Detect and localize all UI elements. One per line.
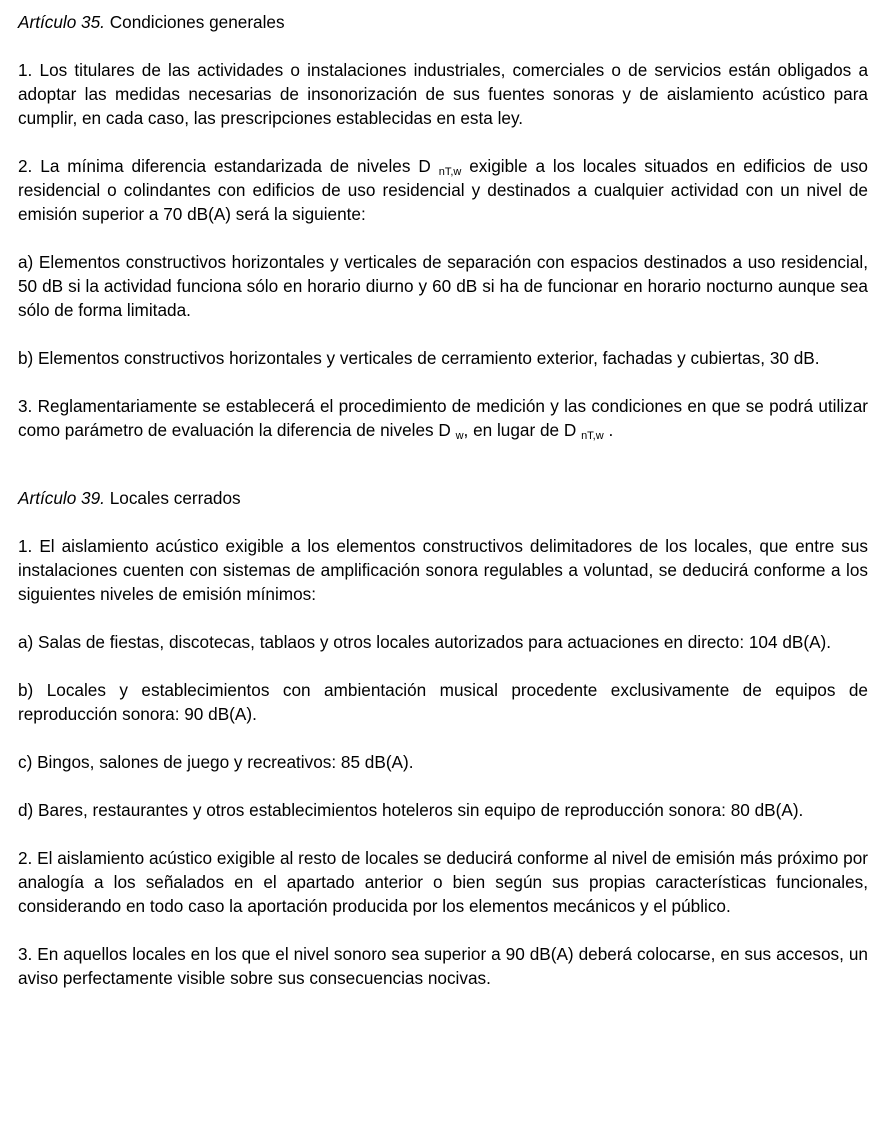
article-39-item-d: d) Bares, restaurantes y otros establecimientos hoteleros sin equipo de reproducción sonora: 80 dB(A). bbox=[18, 800, 804, 820]
article-35-item-b: b) Elementos constructivos horizontales y verticales de cerramiento exterior, fachadas y cubiertas, 30 dB. bbox=[18, 348, 820, 368]
subscript-ntw: nT,w bbox=[438, 166, 462, 178]
article-35-paragraph-3-text: 3. Reglamentariamente se establecerá el procedimiento de medición y las condiciones en que se podrá utilizar como parámetro de evaluación la diferencia de niveles D bbox=[18, 396, 868, 440]
subscript-ntw-2: nT,w bbox=[581, 430, 604, 442]
article-35-paragraph-2 bbox=[18, 154, 868, 226]
article-35-label: Artículo 35. bbox=[18, 12, 105, 32]
article-35-paragraph-1: 1. Los titulares de las actividades o instalaciones industriales, comerciales o de servicios están obligados a adoptar las medidas necesarias de insonorización de sus fuentes sonoras y de aislamiento acústico para cumplir, en cada caso, las prescripciones establecidas en esta ley. bbox=[18, 60, 868, 128]
article-39-title: Locales cerrados bbox=[109, 488, 241, 508]
article-35-title: Condiciones generales bbox=[109, 12, 285, 32]
article-39-paragraph-1: 1. El aislamiento acústico exigible a los elementos constructivos delimitadores de los locales, que entre sus instalaciones cuenten con sistemas de amplificación sonora regulables a voluntad, se deducirá conforme a los siguientes niveles de emisión mínimos: bbox=[18, 536, 868, 604]
article-39-item-b: b) Locales y establecimientos con ambientación musical procedente exclusivamente de equipos de reproducción sonora: 90 dB(A). bbox=[18, 680, 868, 724]
article-35-paragraph-3 bbox=[18, 394, 868, 442]
article-35-item-a: a) Elementos constructivos horizontales y verticales de separación con espacios destinados a uso residencial, 50 dB si la actividad funciona sólo en horario diurno y 60 dB si ha de funcionar en horario nocturno aunque sea sólo de forma limitada. bbox=[18, 252, 868, 320]
article-39-paragraph-3: 3. En aquellos locales en los que el nivel sonoro sea superior a 90 dB(A) deberá colocarse, en sus accesos, un aviso perfectamente visible sobre sus consecuencias nocivas. bbox=[18, 944, 868, 988]
article-39-item-c: c) Bingos, salones de juego y recreativos: 85 dB(A). bbox=[18, 752, 414, 772]
article-39-heading bbox=[18, 486, 868, 510]
article-35-paragraph-2-text-end: exigible a los locales situados en edificios de uso residencial o colindantes con edificios de uso residencial y destinados a cualquier actividad con un nivel de emisión superior a 70 dB(A) será la siguiente: bbox=[18, 156, 868, 224]
article-35-paragraph-3-end: . bbox=[608, 420, 614, 440]
subscript-w: w bbox=[455, 430, 464, 442]
article-39-label: Artículo 39. bbox=[18, 488, 105, 508]
article-35-paragraph-2-text: 2. La mínima diferencia estandarizada de niveles D bbox=[18, 156, 431, 176]
article-35-heading bbox=[18, 10, 868, 34]
document-page bbox=[18, 0, 868, 990]
article-39-paragraph-2: 2. El aislamiento acústico exigible al resto de locales se deducirá conforme al nivel de emisión más próximo por analogía a los señalados en el apartado anterior o bien según sus propias características funcionales, considerando en todo caso la aportación producida por los elementos mecánicos y el público. bbox=[18, 848, 868, 916]
article-39-item-a: a) Salas de fiestas, discotecas, tablaos y otros locales autorizados para actuaciones en directo: 104 dB(A). bbox=[18, 632, 832, 652]
article-35-paragraph-3-mid: , en lugar de D bbox=[463, 420, 577, 440]
